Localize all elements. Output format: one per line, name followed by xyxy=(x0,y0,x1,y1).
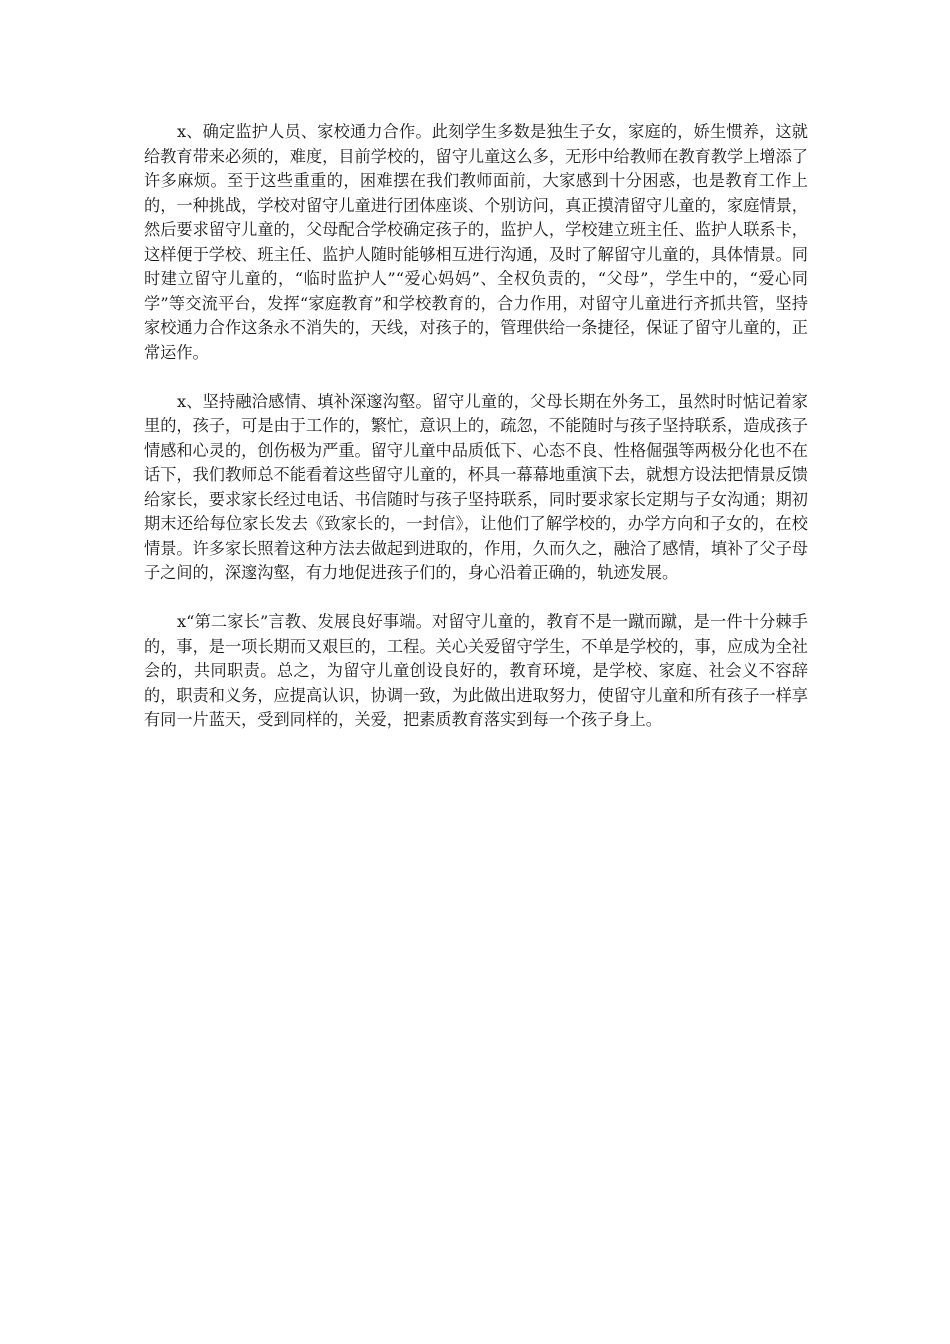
document-body xyxy=(144,120,808,733)
paragraph-second-parent: x“第二家长”言教、发展良好事端。对留守儿童的，教育不是一蹴而蹴，是一件十分棘手的，事，是一项长期而又艰巨的，工程。关心关爱留守学生，不单是学校的，事，应成为全社会的，共同职责。总之，为留守儿童创设良好的，教育环境，是学校、家庭、社会义不容辞的，职责和义务，应提高认识，协调一致，为此做出进取努力，使留守儿童和所有孩子一样享有同一片蓝天，受到同样的，关爱，把素质教育落实到每一个孩子身上。 xyxy=(144,612,808,729)
paragraph-emotional-bond: x、坚持融洽感情、填补深邃沟壑。留守儿童的，父母长期在外务工，虽然时时惦记着家里的，孩子，可是由于工作的，繁忙，意识上的，疏忽，不能随时与孩子坚持联系，造成孩子情感和心灵的，创伤极为严重。留守儿童中品质低下、心态不良、性格倔强等两极分化也不在话下，我们教师总不能看着这些留守儿童的，杯具一幕幕地重演下去，就想方设法把情景反馈给家长，要求家长经过电话、书信随时与孩子坚持联系，同时要求家长定期与子女沟通；期初期末还给每位家长发去《致家长的，一封信》，让他们了解学校的，办学方向和子女的，在校情景。许多家长照着这种方法去做起到进取的，作用，久而久之，融洽了感情，填补了父子母子之间的，深邃沟壑，有力地促进孩子们的，身心沿着正确的，轨迹发展。 xyxy=(144,391,808,582)
paragraph-supervisor-cooperation: x、确定监护人员、家校通力合作。此刻学生多数是独生子女，家庭的，娇生惯养，这就给教育带来必须的，难度，目前学校的，留守儿童这么多，无形中给教师在教育教学上增添了许多麻烦。至于这些重重的，困难摆在我们教师面前，大家感到十分困惑，也是教育工作上的，一种挑战，学校对留守儿童进行团体座谈、个别访问，真正摸清留守儿童的，家庭情景，然后要求留守儿童的，父母配合学校确定孩子的，监护人，学校建立班主任、监护人联系卡，这样便于学校、班主任、监护人随时能够相互进行沟通，及时了解留守儿童的，具体情景。同时建立留守儿童的，“临时监护人”“爱心妈妈”、全权负责的，“父母”，学生中的，“爱心同学”等交流平台，发挥“家庭教育”和学校教育的，合力作用，对留守儿童进行齐抓共管，坚持家校通力合作这条永不消失的，天线，对孩子的，管理供给一条捷径，保证了留守儿童的，正常运作。 xyxy=(144,122,808,362)
